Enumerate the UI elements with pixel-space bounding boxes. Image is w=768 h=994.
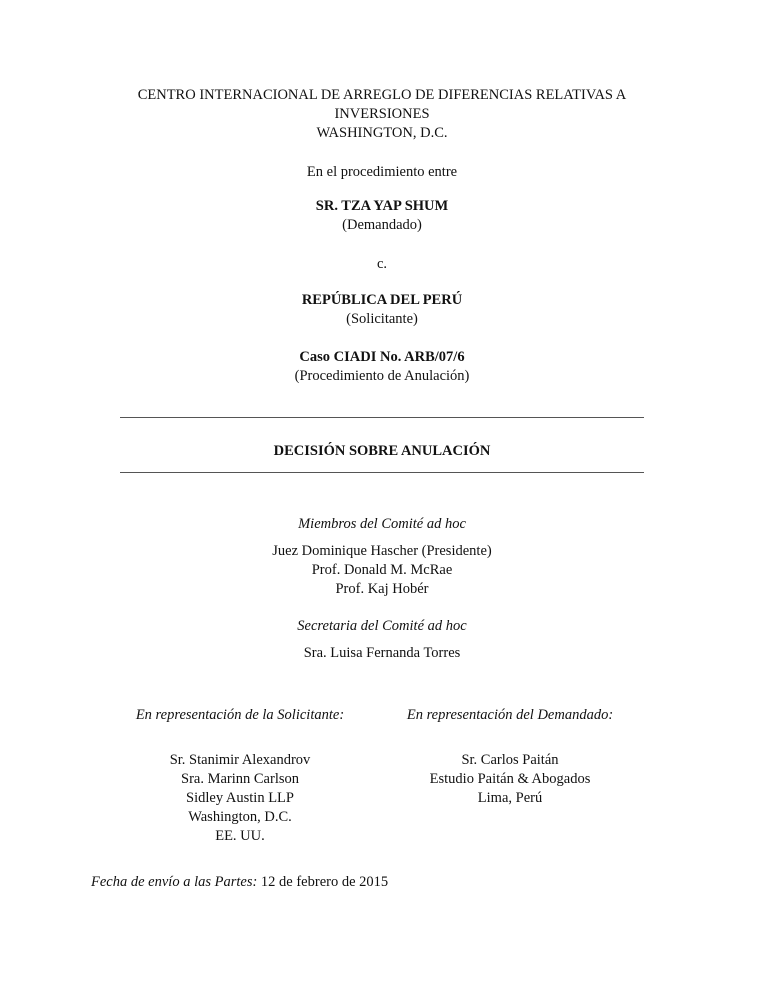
dispatch-label: Fecha de envío a las Partes: [91,874,258,890]
party-2-role: (Solicitante) [346,311,418,327]
decision-title [120,442,644,461]
respondent-representation [380,706,640,808]
respondent-line: Estudio Paitán & Abogados [429,771,591,787]
versus-text [120,255,644,274]
case-number: Caso CIADI No. ARB/07/6 [299,349,465,365]
respondent-line: Sr. Carlos Paitán [461,752,559,768]
committee-member: Prof. Donald M. McRae [311,562,453,578]
applicant-line: Washington, D.C. [188,809,292,825]
respondent-line: Lima, Perú [477,790,543,806]
committee-heading: Miembros del Comité ad hoc [298,516,466,532]
party-1 [120,197,644,235]
dispatch-date [91,873,388,892]
header-line-1: CENTRO INTERNACIONAL DE ARREGLO DE DIFERENCIAS RELATIVAS A [137,87,627,103]
institution-header [120,86,644,143]
applicant-line: Sr. Stanimir Alexandrov [169,752,311,768]
secretary-section [120,617,644,663]
secretary-name: Sra. Luisa Fernanda Torres [303,645,461,661]
party-2-name: REPÚBLICA DEL PERÚ [301,292,463,308]
applicant-representation [110,706,370,846]
case-type: (Procedimiento de Anulación) [294,368,470,384]
committee-section [120,515,644,599]
applicant-line: Sidley Austin LLP [186,790,294,806]
applicant-heading: En representación de la Solicitante: [135,707,345,723]
intro-line: En el procedimiento entre [306,164,458,180]
party-2 [120,291,644,329]
secretary-heading: Secretaria del Comité ad hoc [297,618,467,634]
party-1-name: SR. TZA YAP SHUM [315,198,449,214]
header-line-3: WASHINGTON, D.C. [316,125,448,141]
party-1-role: (Demandado) [342,217,422,233]
dispatch-date-value: 12 de febrero de 2015 [260,874,389,890]
top-divider [120,417,644,418]
versus-line: c. [376,256,388,272]
header-line-2: INVERSIONES [334,106,430,122]
committee-member: Juez Dominique Hascher (Presidente) [272,543,492,559]
committee-member: Prof. Kaj Hobér [335,581,429,597]
applicant-line: EE. UU. [215,828,265,844]
applicant-line: Sra. Marinn Carlson [181,771,299,787]
bottom-divider [120,472,644,473]
decision-title-text: DECISIÓN SOBRE ANULACIÓN [273,443,491,459]
respondent-heading: En representación del Demandado: [406,707,614,723]
case-info [120,348,644,386]
intro-text [120,163,644,182]
